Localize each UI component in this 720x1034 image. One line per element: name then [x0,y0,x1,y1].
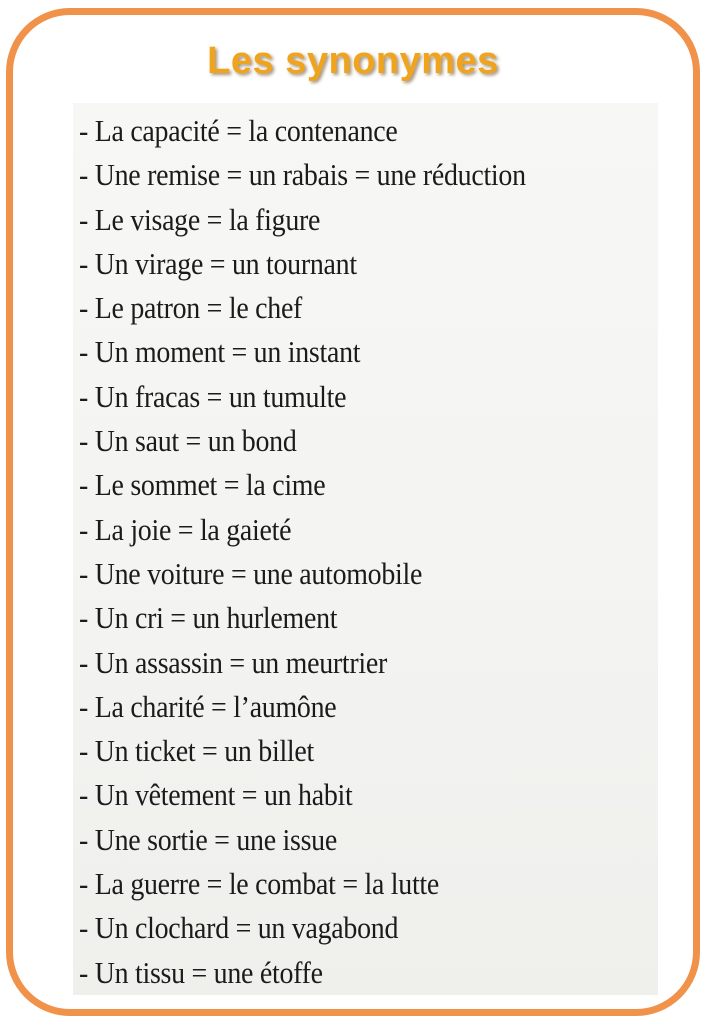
synonym-entry: - Le patron = le chef [79,290,303,326]
synonym-entry: - Le visage = la figure [79,201,321,237]
synonym-entry: - Un clochard = un vagabond [79,910,399,946]
synonym-entry: - La charité = l’aumône [79,688,337,724]
synonym-entry: - Une remise = un rabais = une réduction [79,157,526,193]
synonym-entry: - La joie = la gaieté [79,511,292,547]
synonyms-card [6,8,700,1016]
synonym-entry: - Un saut = un bond [79,423,297,459]
synonym-entry: - Un moment = un instant [79,334,361,370]
synonym-entry: - Un assassin = un meurtrier [79,644,388,680]
synonym-entry: - Une sortie = une issue [79,821,337,857]
synonym-entry: - Un fracas = un tumulte [79,378,347,414]
synonym-entry: - Le sommet = la cime [79,467,326,503]
synonym-entry: - La capacité = la contenance [79,113,398,148]
synonym-entry: - Un tissu = une étoffe [79,954,323,990]
synonym-entry: - La guerre = le combat = la lutte [79,866,440,902]
synonym-entry: - Une voiture = une automobile [79,555,423,591]
synonym-entry: - Un virage = un tournant [79,245,357,281]
synonym-entry: - Un cri = un hurlement [79,600,338,636]
synonym-list [79,109,575,995]
synonym-entry: - Un ticket = un billet [79,733,315,769]
page-title: Les synonymes [207,40,499,82]
synonym-entry: - Un vêtement = un habit [79,777,353,813]
